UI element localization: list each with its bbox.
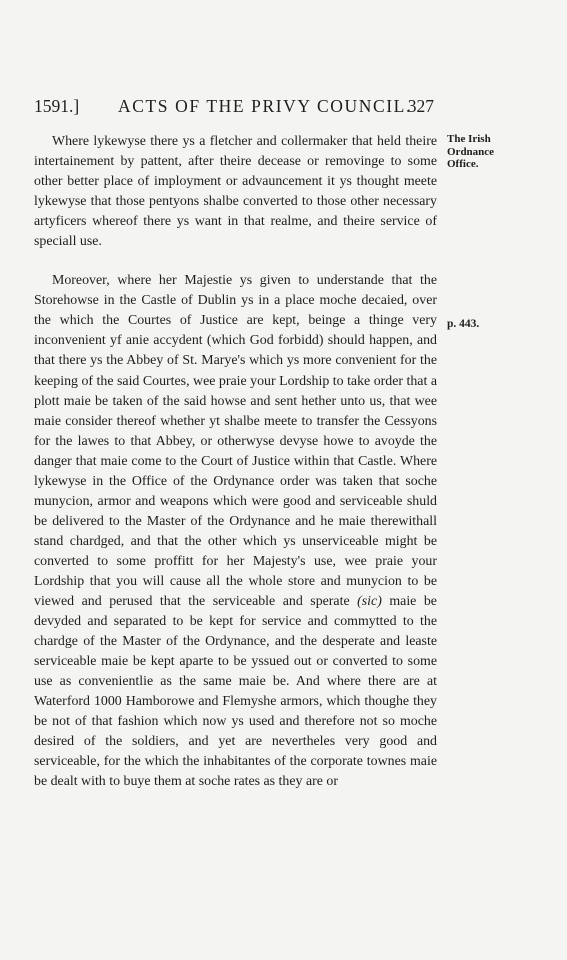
body-text (34, 132, 437, 793)
margin-note (447, 133, 507, 171)
header-title: ACTS OF THE PRIVY COUNCIL. (118, 96, 412, 116)
margin-note-line: Office. (447, 158, 479, 170)
paragraph: Where lykewyse there ys a fletcher and collermaker that held theire intertainement by pattent, after theire decease or removinge to some other better place of imployment or advauncement it ys thought meete lykewyse that those pentyons shalbe converted to those other necessary artyficers whereof there ys want in that realme, and theire service of speciall use. (34, 134, 437, 250)
page-number: 327 (407, 96, 434, 116)
running-header (34, 96, 434, 120)
original-page-reference: p. 443. (447, 318, 480, 330)
paragraph-text: Moreover, where her Majestie ys given to understande that the Storehowse in the Castle of Dublin ys in a place moche decaied, over the which the Courtes of Justice are kept, beinge a thinge very inconvenient yf anie accydent (which God forbidd) should happen, and that there ys the Abbey of St. Marye's which ys more convenient for the keeping of the said Courtes, wee praie your Lordship to take order that a plott maie be taken of the said howse and sent hether unto us, that wee maie consider thereof whether yt shalbe meete to transfer the Cessyons for the lawes to that Abbey, or otherwyse devyse howe to avoyde the danger that maie come to the Court of Justice within that Castle. Where lykewyse in the Office of the Ordynance order was taken that soche munycion, armor and weapons which were good and serviceable shuld be delivered to the Master of the Ordynance and he maie therewithall stand chardged, and that the other which ys unserviceable might be converted to some proffitt for her Majesty's use, wee praie your Lordship that you will cause all the whole store and munycion to be viewed and perused that the serviceable and sperate (34, 273, 437, 610)
paragraph (34, 271, 437, 792)
margin-note-line: Ordnance (447, 145, 495, 158)
sic-note: (sic) (357, 594, 382, 610)
margin-note-line: The Irish (447, 133, 491, 145)
paragraph-text: maie be devyded and separated to be kept for service and commytted to the chardge of the Master of the Ordynance, and the desperate and leaste serviceable maie be kept aparte to be yssued out or converted to some use as convenientlie as the same maie be. And where there are at Waterford 1000 Hamborowe and Flemyshe armors, which thoughe they be not of that fashion which now ys used and therefore not so moche desired of the soldiers, and yet are nevertheles very good and serviceable, for the which the inhabitantes of the corporate townes maie be dealt with to buye them at soche rates as they are or (34, 594, 437, 790)
header-year: 1591.] (34, 96, 80, 116)
